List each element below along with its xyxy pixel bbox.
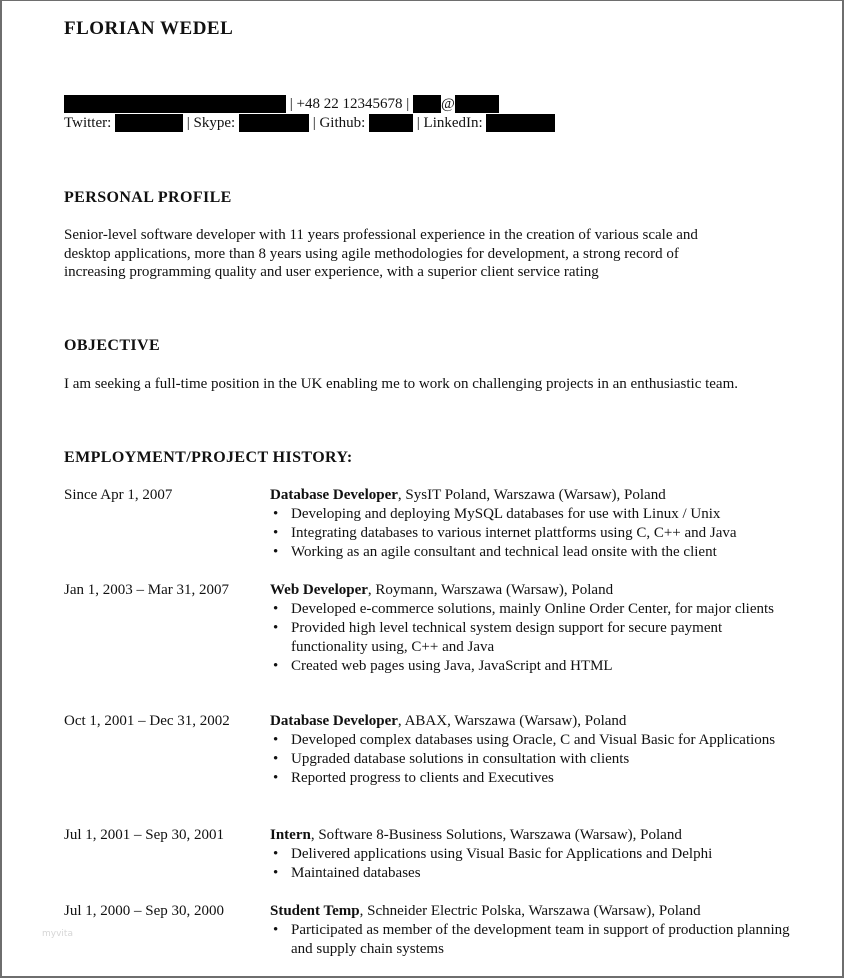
job-bullets [270,921,790,959]
job-company: , SysIT Poland, Warszawa (Warsaw), Poland [397,487,666,503]
contact-line-2 [64,114,555,132]
job-title: Database Developer [270,487,398,503]
redacted-linkedin [486,114,555,132]
redacted-skype [239,114,309,132]
job-bullets [270,505,790,562]
job-date: Since Apr 1, 2007 [64,487,173,503]
github-label: | Github: [308,115,370,131]
job-heading [270,581,790,600]
job-body [270,902,790,959]
job-title: Database Developer [270,713,398,729]
profile-heading: PERSONAL PROFILE [64,189,232,206]
contact-line-1 [64,95,499,113]
twitter-label: Twitter: [64,115,116,131]
redacted-address [64,95,286,113]
job-body [270,581,790,676]
job-bullet: • Delivered applications using Visual Basic for Applications and Delphi [270,845,790,864]
objective-heading: OBJECTIVE [64,337,161,354]
job-bullet: • Working as an agile consultant and technical lead onsite with the client [270,543,790,562]
job-date: Jul 1, 2001 – Sep 30, 2001 [64,827,225,843]
job-company: , Roymann, Warszawa (Warsaw), Poland [367,582,614,598]
phone-text: | +48 22 12345678 | [286,96,413,112]
profile-line: desktop applications, more than 8 years using agile methodologies for development, a strong record of [64,245,679,262]
job-date: Jul 1, 2000 – Sep 30, 2000 [64,903,225,919]
job-bullet: • Maintained databases [270,864,790,883]
job-bullet: • Integrating databases to various internet plattforms using C, C++ and Java [270,524,790,543]
profile-line: increasing programming quality and user experience, with a superior client service rating [64,264,599,280]
job-date: Jan 1, 2003 – Mar 31, 2007 [64,582,229,598]
job-heading [270,826,790,845]
profile-text [64,226,784,282]
candidate-name: FLORIAN WEDEL [64,18,234,39]
email-at-sign: @ [440,96,455,112]
redacted-github [369,114,413,132]
job-bullet: • Reported progress to clients and Executives [270,769,790,788]
job-title: Web Developer [270,582,368,598]
job-bullet: • Provided high level technical system design support for secure payment functionality using, C++ and Java [270,619,790,657]
job-bullets [270,731,790,788]
linkedin-label: | LinkedIn: [413,115,487,131]
job-bullet: • Created web pages using Java, JavaScript and HTML [270,657,790,676]
job-heading [270,712,790,731]
job-body [270,712,790,788]
redacted-email-user [413,95,441,113]
employment-heading: EMPLOYMENT/PROJECT HISTORY: [64,449,353,466]
redacted-twitter [115,114,183,132]
objective-text: I am seeking a full-time position in the UK enabling me to work on challenging projects in an enthusiastic team. [64,376,739,392]
job-title: Intern [270,827,311,843]
job-title: Student Temp [270,903,360,919]
job-heading [270,486,790,505]
job-bullet: • Participated as member of the development team in support of production planning and supply chain systems [270,921,790,959]
watermark-text: myvita [42,929,73,939]
job-bullet: • Upgraded database solutions in consultation with clients [270,750,790,769]
job-bullets [270,845,790,883]
job-company: , ABAX, Warszawa (Warsaw), Poland [397,713,627,729]
redacted-email-domain [455,95,499,113]
job-bullet: • Developed e-commerce solutions, mainly Online Order Center, for major clients [270,600,790,619]
job-bullet: • Developing and deploying MySQL databases for use with Linux / Unix [270,505,790,524]
job-company: , Schneider Electric Polska, Warszawa (Warsaw), Poland [359,903,701,919]
job-body [270,486,790,562]
job-company: , Software 8-Business Solutions, Warszawa (Warsaw), Poland [310,827,682,843]
job-bullets [270,600,790,676]
profile-line: Senior-level software developer with 11 years professional experience in the creation of various scale and [64,227,698,243]
job-heading [270,902,790,921]
job-body [270,826,790,883]
job-bullet: • Developed complex databases using Oracle, C and Visual Basic for Applications [270,731,790,750]
job-date: Oct 1, 2001 – Dec 31, 2002 [64,713,230,729]
skype-label: | Skype: [183,115,239,131]
